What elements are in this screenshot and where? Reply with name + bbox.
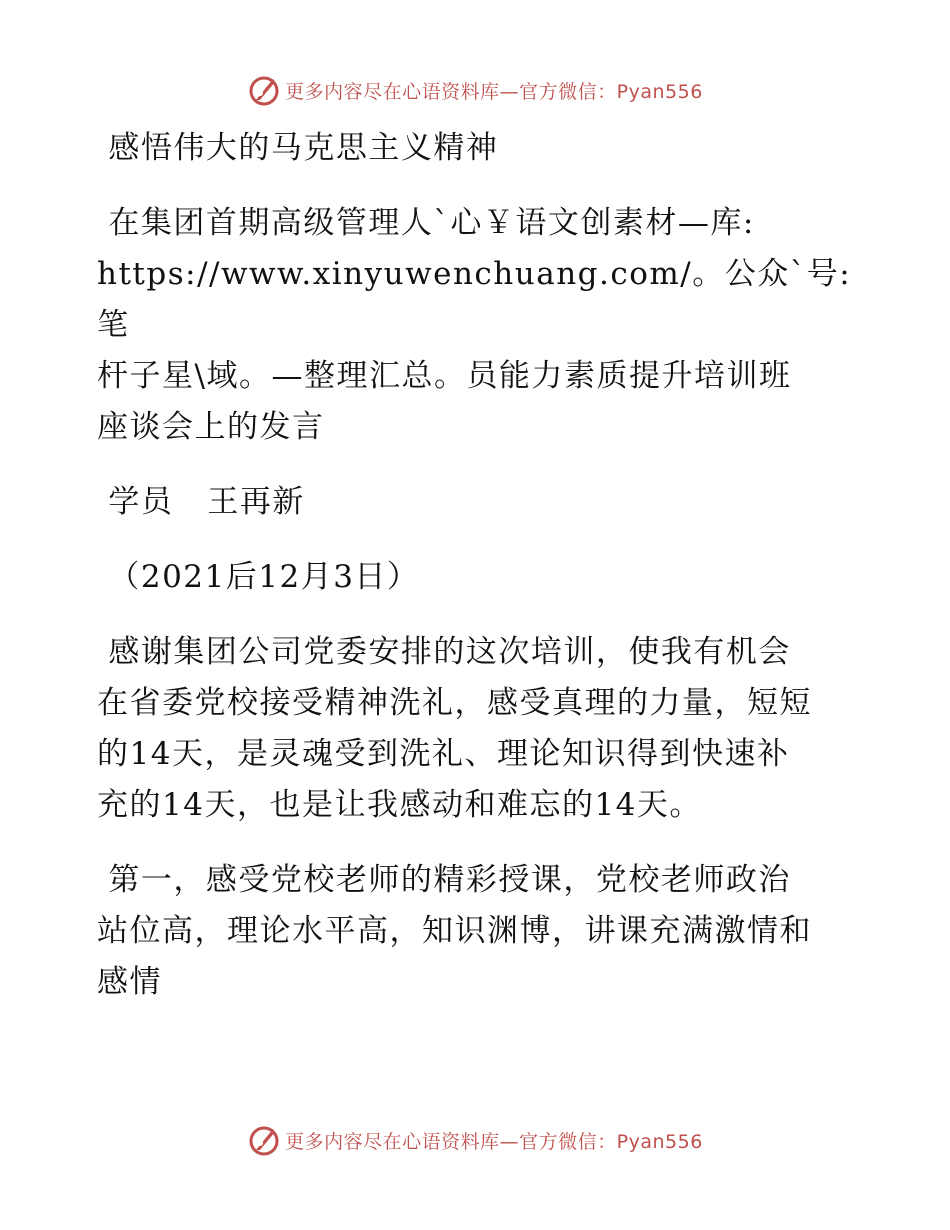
body-paragraph-1: 感谢集团公司党委安排的这次培训，使我有机会 在省委党校接受精神洗礼，感受真理的力量，短短 的14天，是灵魂受到洗礼、理论知识得到快速补 充的14天，也是让我感动和难忘的14天。 xyxy=(97,634,812,823)
watermark-text: 更多内容尽在心语资料库—官方微信：Pyan556 xyxy=(285,1130,703,1153)
watermark-banner-top xyxy=(0,70,950,110)
watermark-text: 更多内容尽在心语资料库—官方微信：Pyan556 xyxy=(285,80,703,103)
date-line: （2021后12月3日） xyxy=(97,559,420,595)
quill-pen-logo-icon xyxy=(247,73,281,107)
body-paragraph-2: 第一，感受党校老师的精彩授课，党校老师政治 站位高，理论水平高，知识渊博，讲课充满激情和 感情 xyxy=(97,862,812,1000)
author-line: 学员 王再新 xyxy=(97,484,305,520)
quill-pen-logo-icon xyxy=(247,1123,281,1157)
watermark-banner-bottom xyxy=(0,1120,950,1160)
intro-paragraph: 在集团首期高级管理人`心￥语文创素材—库: https://www.xinyuwenchuang.com/。公众`号: 笔 杆子星\域。—整理汇总。员能力素质提升培训班 座谈会上的发言 xyxy=(97,205,852,445)
document-body xyxy=(97,123,857,1008)
document-title: 感悟伟大的马克思主义精神 xyxy=(97,130,499,166)
